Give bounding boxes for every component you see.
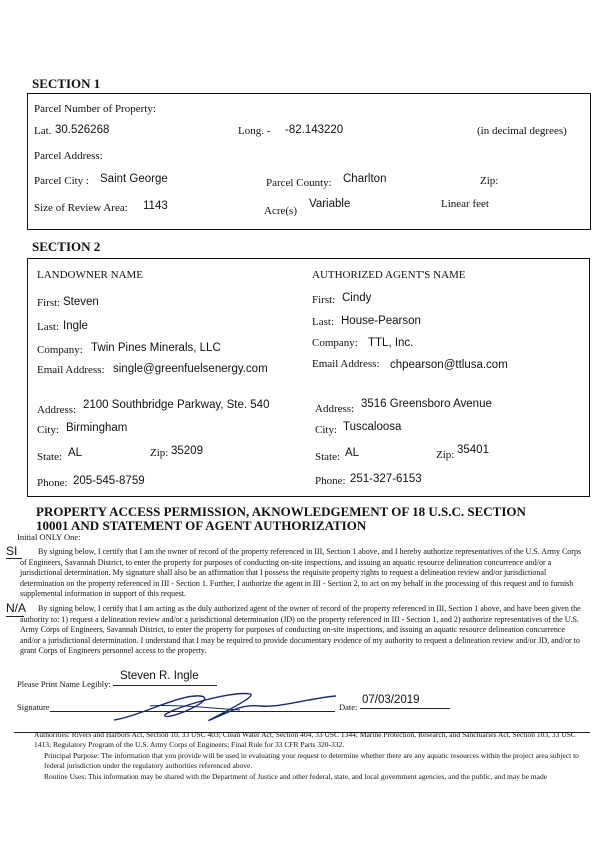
landowner-city-value: Birmingham (66, 422, 128, 434)
date-label: Date: (339, 702, 358, 712)
agent-last-label: Last: (312, 316, 334, 328)
agent-email-label: Email Address: (312, 358, 380, 370)
landowner-heading: LANDOWNER NAME (37, 269, 144, 281)
permission-heading-line1: PROPERTY ACCESS PERMISSION, AKNOWLEDGEMENT OF 18 U.S.C. SECTION (36, 504, 526, 519)
long-label: Long. - (238, 125, 271, 137)
signature-label: Signature (17, 702, 50, 712)
landowner-phone-value: 205-545-8759 (73, 475, 145, 487)
agent-first-label: First: (312, 294, 336, 306)
agent-address-value: 3516 Greensboro Avenue (361, 398, 492, 410)
date-value: 07/03/2019 (362, 694, 420, 706)
section2-box (27, 258, 590, 497)
parcel-zip-label: Zip: (480, 175, 499, 187)
landowner-state-label: State: (37, 451, 63, 463)
long-value: -82.143220 (285, 124, 344, 136)
agent-first-value: Cindy (342, 292, 372, 304)
agent-last-value: House-Pearson (341, 315, 421, 327)
parcel-city-label: Parcel City : (34, 175, 89, 187)
lat-value: 30.526268 (55, 124, 110, 136)
agent-heading: AUTHORIZED AGENT'S NAME (312, 269, 466, 281)
agent-certification-text: By signing below, I certify that I am acting as the duly authorized agent of the owner of record of the property referenced in III, Section 1 above, and have been given the authority to: 1) request a delineation review and/or a jurisdictional determination (JD) on the property referenced in III - Section 1, and 2) authorize representatives of the U.S. Army Corps of Engineers, Savannah District, to enter the property for purposes of conducting on-site inspections, and issuing an aquatic resource delineation concurrence and/or a jurisdictional determination. I understand that I may be required to provide documentary evidence of my authority to request a delineation review and/or JD, and/or to grant Corps of Engineers personnel access to the property. (20, 604, 581, 655)
landowner-email-label: Email Address: (37, 364, 105, 376)
landowner-email-value: single@greenfuelsenergy.com (113, 363, 268, 375)
agent-zip-label: Zip: (436, 449, 455, 461)
landowner-last-label: Last: (37, 321, 59, 333)
parcel-county-label: Parcel County: (266, 177, 332, 189)
landowner-last-value: Ingle (63, 320, 88, 332)
landowner-address-label: Address: (37, 404, 77, 416)
landowner-company-label: Company: (37, 344, 83, 356)
landowner-first-label: First: (37, 297, 61, 309)
owner-certification-text: By signing below, I certify that I am the owner of record of the property referenced in III, Section 1 above, and I hereby authorize representatives of the U.S. Army Corps of Engineers, Savannah District, to enter the property for purposes of conducting on-site inspections, and issuing an aquatic resource delineation concurrence and/or a jurisdictional determination. My signature shall also be an affirmation that I possess the requisite property rights to request a delineation review and/or jurisdictional determination on the property referenced in III - Section 1. Further, I authorize the agent in III - Section 2, to act on my behalf in the processing of this request and to furnish supplemental information in support of this request. (20, 547, 582, 598)
initial-note: Initial ONLY One: (17, 532, 81, 542)
landowner-phone-label: Phone: (37, 477, 68, 489)
landowner-zip-value: 35209 (171, 445, 203, 457)
agent-state-label: State: (315, 451, 341, 463)
parcel-city-value: Saint George (100, 173, 168, 185)
footer-authorities: Authorities: Rivers and Harbors Act, Section 10, 33 USC 403; Clean Water Act, Section 404, 33 USC 1344; Marine Protection, Research, and Sanctuaries Act, Section 103, 33 USC 1413; Regulatory Program of the U.S. Army Corps of Engineers; Final Rule for 33 CFR Parts 320-332. (34, 730, 576, 749)
landowner-city-label: City: (37, 424, 60, 436)
landowner-state-value: AL (68, 447, 83, 459)
landowner-company-value: Twin Pines Minerals, LLC (91, 342, 221, 354)
linear-value: Variable (309, 198, 351, 210)
agent-state-value: AL (345, 447, 360, 459)
agent-company-label: Company: (312, 337, 358, 349)
review-area-value: 1143 (143, 200, 168, 212)
landowner-first-value: Steven (63, 296, 99, 308)
signature-scribble (110, 686, 340, 726)
section2-title: SECTION 2 (32, 239, 101, 254)
permission-heading-line2: 10001 AND STATEMENT OF AGENT AUTHORIZATION (36, 518, 367, 533)
print-name-value: Steven R. Ingle (120, 670, 199, 682)
section1-title: SECTION 1 (32, 76, 101, 91)
review-area-label: Size of Review Area: (34, 202, 128, 214)
agent-email-value: chpearson@ttlusa.com (390, 359, 508, 371)
agent-city-value: Tuscaloosa (343, 421, 402, 433)
parcel-address-label: Parcel Address: (34, 150, 103, 162)
date-line (360, 708, 450, 709)
parcel-county-value: Charlton (343, 173, 387, 185)
landowner-zip-label: Zip: (150, 447, 169, 459)
agent-phone-value: 251-327-6153 (350, 473, 422, 485)
decimal-degrees-note: (in decimal degrees) (477, 125, 567, 137)
print-name-label: Please Print Name Legibly: (17, 679, 111, 689)
lat-label: Lat. (34, 125, 52, 137)
agent-address-label: Address: (315, 403, 355, 415)
agent-company-value: TTL, Inc. (368, 337, 414, 349)
linear-feet-label: Linear feet (441, 198, 489, 210)
footer-routine-uses: Routine Uses: This information may be shared with the Department of Justice and other federal, state, and local government agencies, and the public, and may be made (44, 772, 548, 781)
agent-zip-value: 35401 (457, 444, 489, 456)
initial-owner: SI (6, 544, 18, 558)
footer-principal-purpose: Principal Purpose: The information that you provide will be used in evaluating your request to determine whether there are any aquatic resources within the project area subject to federal jurisdiction under the regulatory authorities referenced above. (44, 751, 579, 770)
agent-city-label: City: (315, 424, 338, 436)
parcel-number-label: Parcel Number of Property: (34, 103, 156, 115)
acres-label: Acre(s) (264, 205, 297, 217)
agent-phone-label: Phone: (315, 475, 346, 487)
initial-agent: N/A (6, 601, 27, 615)
landowner-address-value: 2100 Southbridge Parkway, Ste. 540 (83, 399, 270, 411)
